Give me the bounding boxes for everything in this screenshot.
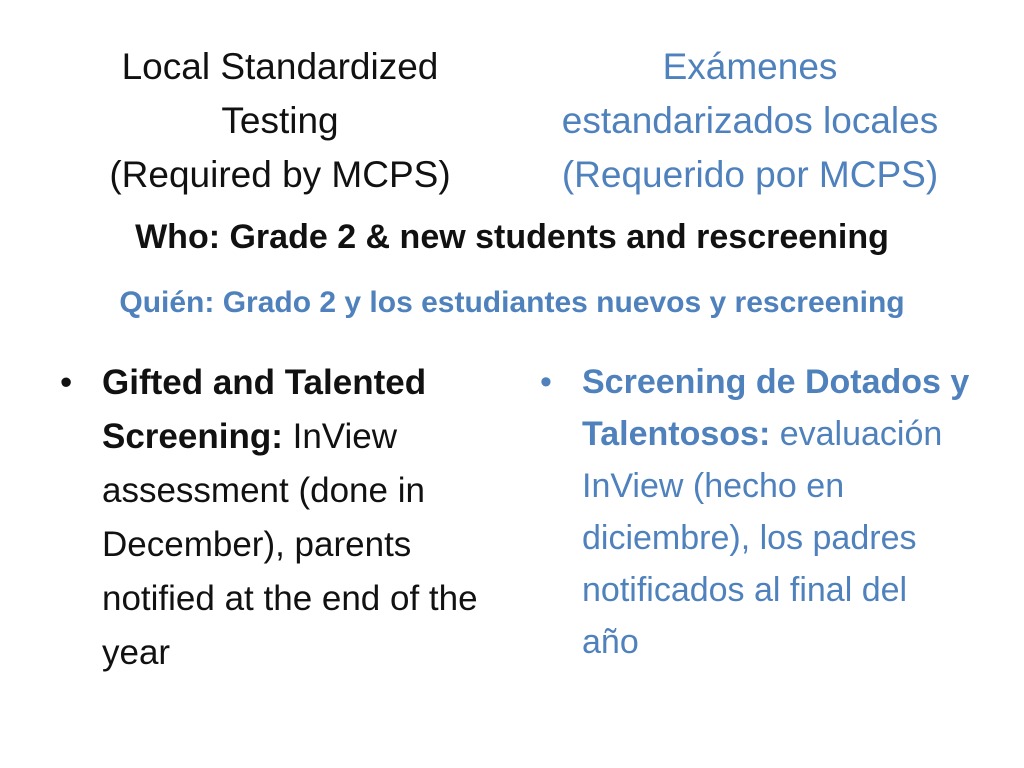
who-spanish: Quién: Grado 2 y los estudiantes nuevos y rescreening <box>119 286 905 319</box>
title-english-line-2: Testing <box>221 100 339 141</box>
title-spanish-line-1: Exámenes <box>662 46 838 87</box>
title-english-line-1: Local Standardized <box>121 46 439 87</box>
bullet-marker: • <box>60 363 73 402</box>
bullet-marker: • <box>540 363 552 401</box>
title-english-line-3: (Required by MCPS) <box>109 154 451 195</box>
bullet-spanish-body: evaluación InView (hecho en diciembre), los padres notificados al final del año <box>582 415 943 661</box>
bullet-spanish-heading: Screening de Dotados y Talentosos: <box>582 363 970 453</box>
title-english <box>60 40 500 202</box>
who-english: Who: Grade 2 & new students and rescreening <box>135 218 889 256</box>
bullet-english <box>60 356 505 680</box>
bullet-english-body: InView assessment (done in December), parents notified at the end of the year <box>102 417 478 672</box>
title-spanish-line-3: (Requerido por MCPS) <box>561 154 939 195</box>
bullet-spanish-text <box>582 356 970 668</box>
bullet-spanish <box>540 356 970 668</box>
title-spanish-line-2: estandarizados locales <box>561 100 939 141</box>
bullet-english-text <box>102 356 505 680</box>
bullet-english-heading: Gifted and Talented Screening: <box>102 363 427 456</box>
title-spanish <box>530 40 970 202</box>
